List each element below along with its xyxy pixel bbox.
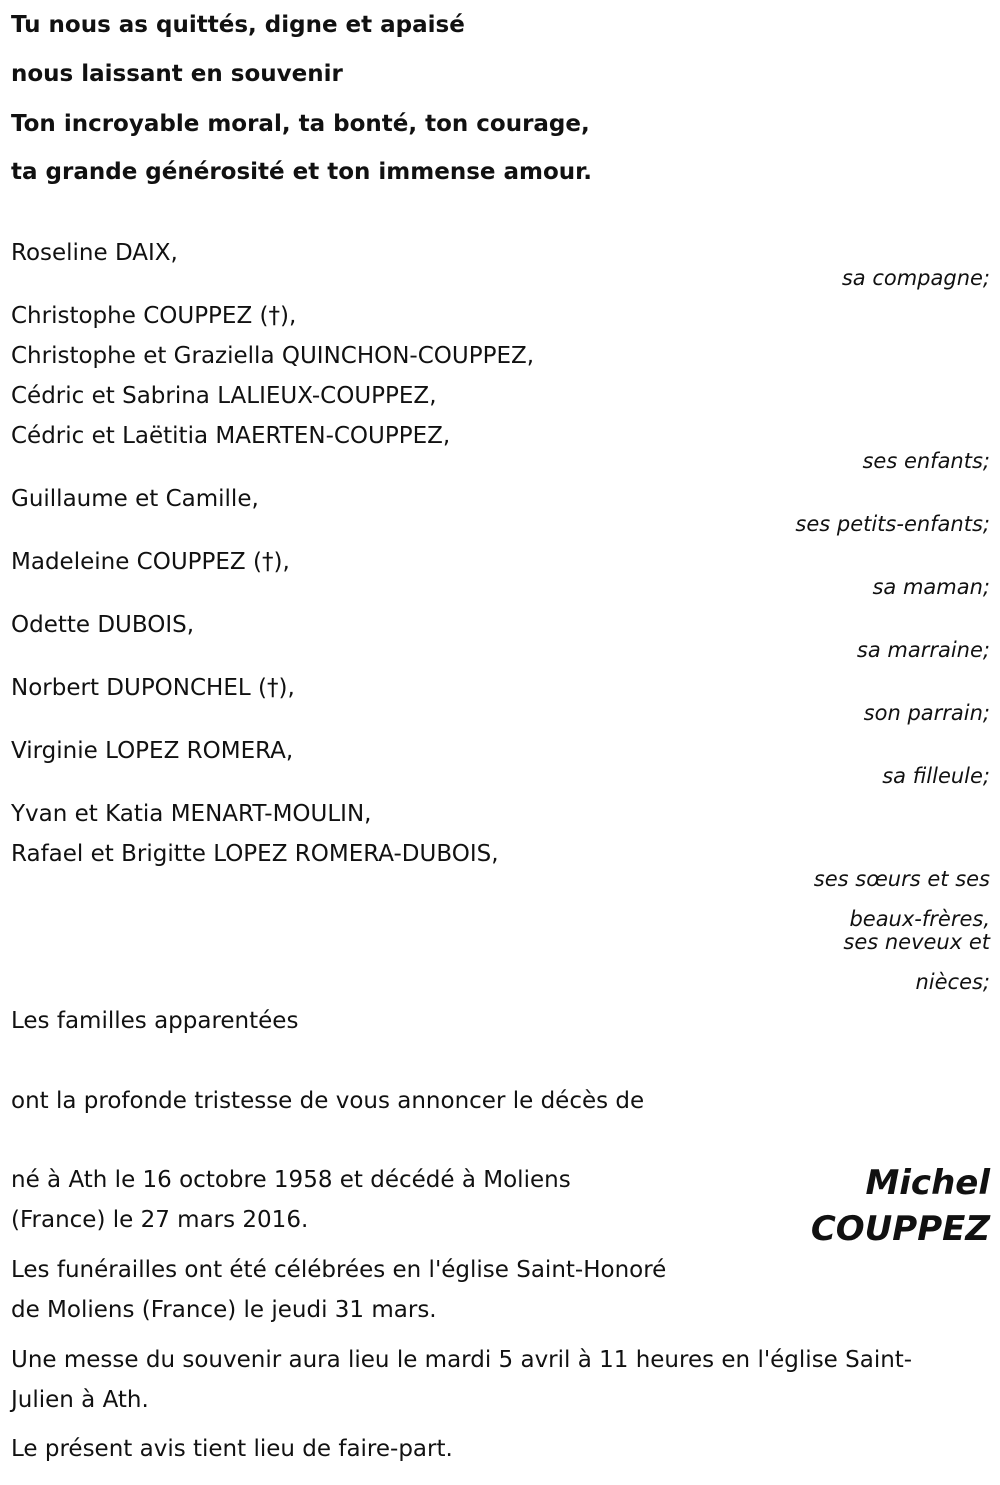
relation-label: son parrain; (863, 701, 990, 725)
mourner-name: Christophe et Graziella QUINCHON-COUPPEZ, (11, 343, 535, 369)
mourner-name: Virginie LOPEZ ROMERA, (11, 738, 294, 764)
deceased-last-name: COUPPEZ (810, 1209, 990, 1249)
poem-line: Ton incroyable moral, ta bonté, ton courage, (11, 111, 590, 137)
deceased-name (811, 1160, 990, 1252)
memorial-mass-paragraph: Une messe du souvenir aura lieu le mardi 5 avril à 11 heures en l'église Saint-Julien à Ath. (11, 1347, 913, 1413)
mourner-name: Guillaume et Camille, (11, 486, 259, 512)
poem-line: ta grande générosité et ton immense amour. (11, 159, 592, 185)
relation-label: ses enfants; (862, 449, 990, 473)
mourner-name: Cédric et Laëtitia MAERTEN-COUPPEZ, (11, 423, 451, 449)
deceased-first-name: Michel (865, 1163, 990, 1203)
funeral-paragraph: Les funérailles ont été célébrées en l'église Saint-Honoré de Moliens (France) le jeudi 31 mars. (11, 1257, 667, 1323)
mourner-name: Madeleine COUPPEZ (†), (11, 549, 290, 575)
relation-label: ses sœurs et ses (813, 867, 990, 891)
announcement-line: ont la profonde tristesse de vous annoncer le décès de (11, 1088, 645, 1114)
relation-label: beaux-frères, (849, 907, 990, 931)
relation-label: nièces; (915, 970, 990, 994)
mourner-name: Odette DUBOIS, (11, 612, 195, 638)
relation-label: ses neveux et (843, 930, 990, 954)
relation-label: sa marraine; (856, 638, 990, 662)
poem-line: Tu nous as quittés, digne et apaisé (11, 12, 465, 38)
relation-label: sa compagne; (841, 266, 990, 290)
mourner-name: Christophe COUPPEZ (†), (11, 303, 297, 329)
relation-label: sa maman; (872, 575, 990, 599)
families-line: Les familles apparentées (11, 1008, 299, 1034)
notice-paragraph: Le présent avis tient lieu de faire-part. (11, 1436, 453, 1462)
mourner-name: Roseline DAIX, (11, 240, 178, 266)
birth-death-paragraph: né à Ath le 16 octobre 1958 et décédé à Moliens (France) le 27 mars 2016. (11, 1167, 571, 1233)
mourner-name: Yvan et Katia MENART-MOULIN, (11, 801, 372, 827)
relation-label: sa filleule; (882, 764, 990, 788)
mourner-name: Norbert DUPONCHEL (†), (11, 675, 295, 701)
mourner-name: Rafael et Brigitte LOPEZ ROMERA-DUBOIS, (11, 841, 499, 867)
poem-line: nous laissant en souvenir (11, 61, 343, 87)
relation-label: ses petits-enfants; (795, 512, 990, 536)
mourner-name: Cédric et Sabrina LALIEUX-COUPPEZ, (11, 383, 437, 409)
